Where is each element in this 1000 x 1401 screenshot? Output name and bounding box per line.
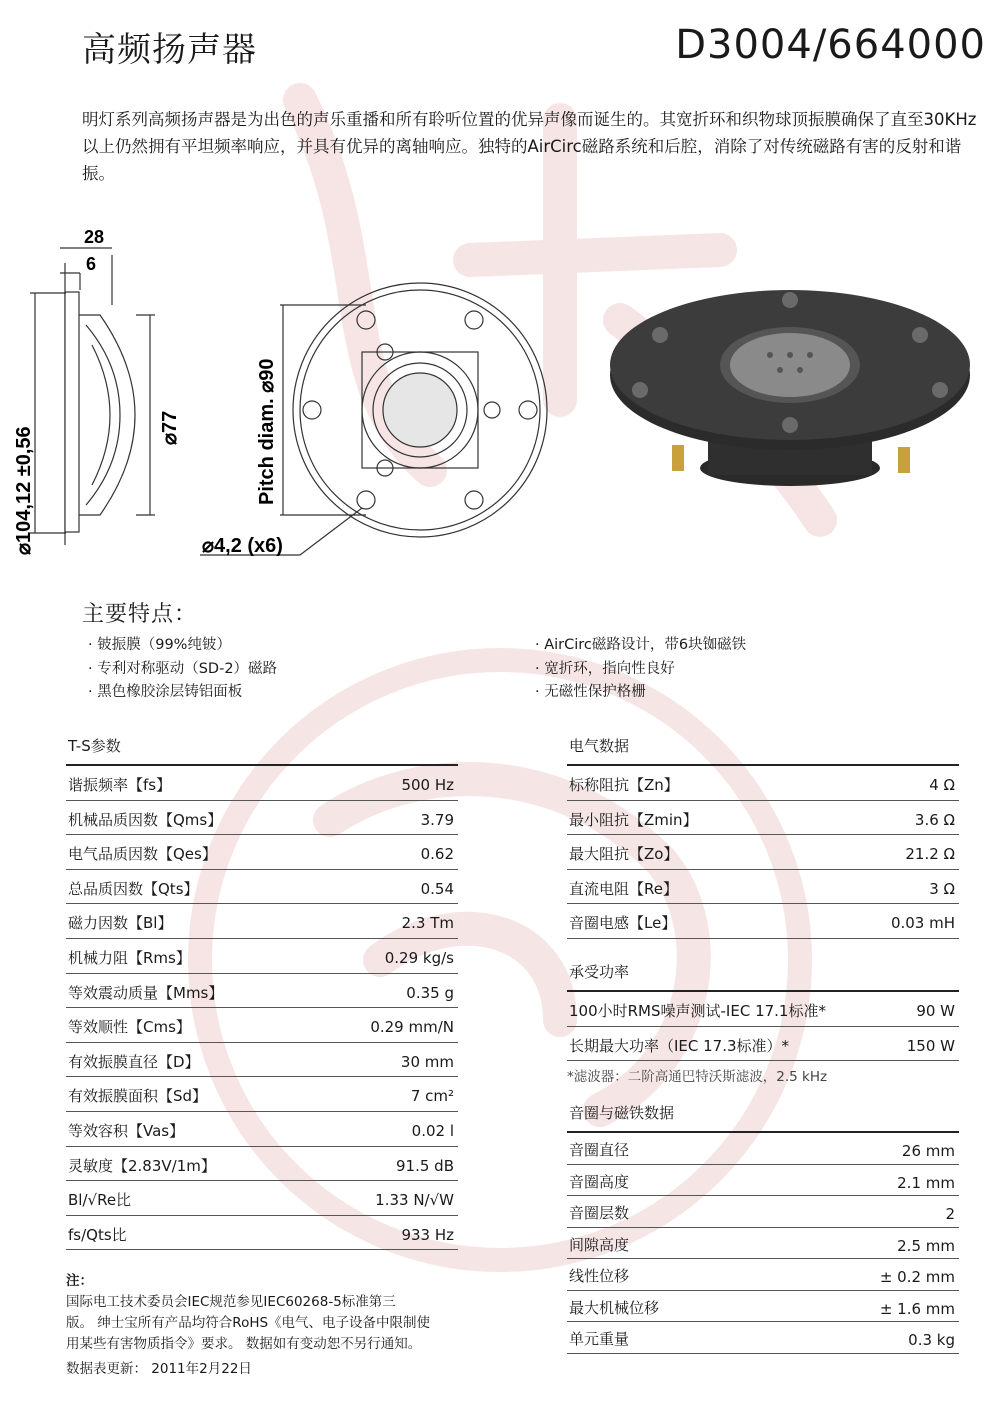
table-row bbox=[567, 904, 959, 939]
parameter-value: 0.62 bbox=[420, 845, 454, 864]
parameter-value: 0.29 kg/s bbox=[384, 948, 454, 967]
parameter-value: 150 W bbox=[906, 1036, 955, 1055]
parameter-value: 91.5 dB bbox=[396, 1156, 454, 1175]
ts-parameters-table bbox=[66, 732, 458, 1250]
table-row bbox=[66, 1043, 458, 1078]
dim-mounting-holes: ⌀4,2 (x6) bbox=[202, 535, 283, 557]
notes-line: 用某些有害物质指令》要求。 数据如有变动恕不另行通知。 bbox=[66, 1336, 422, 1352]
table-row bbox=[66, 1216, 458, 1251]
features-title: 主要特点： bbox=[82, 602, 198, 627]
parameter-name: 音圈电感【Le】 bbox=[569, 914, 677, 933]
table-row bbox=[567, 835, 959, 870]
model-number: D3004/664000 bbox=[675, 22, 986, 68]
table-row bbox=[567, 1322, 959, 1354]
front-view-drawing bbox=[200, 283, 547, 555]
datasheet-updated: 数据表更新： 2011年2月22日 bbox=[66, 1361, 252, 1377]
parameter-name: 音圈层数 bbox=[569, 1204, 630, 1222]
parameter-value: 4 Ω bbox=[929, 776, 955, 794]
parameter-name: 机械力阻【Rms】 bbox=[68, 948, 191, 967]
table-row bbox=[66, 974, 458, 1009]
parameter-name: 间隙高度 bbox=[569, 1235, 630, 1254]
feature-item: · AirCirc磁路设计，带6块铷磁铁 bbox=[535, 634, 746, 658]
table-row bbox=[66, 904, 458, 939]
parameter-name: 有效振膜直径【D】 bbox=[68, 1052, 200, 1071]
parameter-value: 21.2 Ω bbox=[905, 845, 955, 864]
product-photo bbox=[610, 290, 970, 486]
dim-pitch-diameter: Pitch diam. ⌀90 bbox=[256, 358, 278, 505]
table-row bbox=[66, 1147, 458, 1182]
parameter-name: 等效顺性【Cms】 bbox=[68, 1018, 191, 1037]
parameter-value: 90 W bbox=[916, 1002, 955, 1020]
feature-item: · 黑色橡胶涂层铸铝面板 bbox=[88, 681, 277, 705]
parameter-value: 0.03 mH bbox=[890, 914, 955, 933]
power-footnote: *滤波器：二阶高通巴特沃斯滤波，2.5 kHz bbox=[567, 1069, 828, 1086]
parameter-name: 直流电阻【Re】 bbox=[569, 879, 678, 898]
parameter-value: 1.33 N/√W bbox=[375, 1191, 454, 1210]
parameter-value: 2.5 mm bbox=[897, 1236, 955, 1255]
parameter-name: 磁力因数【Bl】 bbox=[68, 914, 173, 933]
table-row bbox=[567, 1027, 959, 1062]
parameter-name: 单元重量 bbox=[569, 1330, 630, 1348]
dim-6: 6 bbox=[86, 254, 97, 274]
table-row bbox=[567, 1165, 959, 1197]
parameter-value: 3.6 Ω bbox=[914, 810, 955, 829]
dim-77: ⌀77 bbox=[159, 410, 181, 445]
table-row bbox=[66, 801, 458, 836]
parameter-name: 标称阻抗【Zn】 bbox=[569, 776, 679, 794]
parameter-value: 0.54 bbox=[420, 879, 454, 898]
dim-28: 28 bbox=[84, 227, 105, 247]
notes-line: 版。 绅士宝所有产品均符合RoHS《电气、电子设备中限制使 bbox=[66, 1315, 431, 1331]
parameter-value: 500 Hz bbox=[401, 776, 454, 794]
coil-magnet-table bbox=[567, 1099, 959, 1354]
parameter-value: 0.29 mm/N bbox=[370, 1018, 454, 1037]
parameter-name: 最小阻抗【Zmin】 bbox=[569, 810, 698, 829]
notes-title: 注： bbox=[66, 1273, 93, 1289]
parameter-value: 3 Ω bbox=[929, 879, 955, 898]
feature-item: · 铍振膜（99%纯铍） bbox=[88, 634, 277, 658]
table-row bbox=[567, 1196, 959, 1228]
parameter-value: ± 0.2 mm bbox=[879, 1268, 955, 1286]
parameter-name: 最大阻抗【Zo】 bbox=[569, 845, 679, 864]
electrical-data-table bbox=[567, 732, 959, 939]
table-header: 电气数据 bbox=[567, 732, 959, 766]
parameter-name: 等效容积【Vas】 bbox=[68, 1121, 185, 1140]
table-row bbox=[66, 835, 458, 870]
parameter-value: 0.35 g bbox=[406, 983, 454, 1002]
parameter-name: Bl/√Re比 bbox=[68, 1191, 132, 1210]
parameter-name: 最大机械位移 bbox=[569, 1298, 660, 1317]
parameter-value: 7 cm² bbox=[410, 1087, 454, 1106]
table-header: 音圈与磁铁数据 bbox=[567, 1099, 959, 1133]
table-row bbox=[66, 1008, 458, 1043]
parameter-name: fs/Qts比 bbox=[68, 1225, 127, 1244]
notes-section bbox=[66, 1271, 466, 1380]
table-row bbox=[66, 766, 458, 801]
parameter-name: 线性位移 bbox=[569, 1267, 630, 1285]
parameter-name: 长期最大功率（IEC 17.3标准）* bbox=[569, 1036, 790, 1055]
table-row bbox=[567, 1228, 959, 1260]
table-row bbox=[66, 939, 458, 974]
table-row bbox=[567, 1291, 959, 1323]
parameter-value: 2 bbox=[945, 1205, 955, 1223]
table-row bbox=[567, 870, 959, 905]
parameter-value: 0.02 l bbox=[411, 1121, 454, 1140]
power-handling-table bbox=[567, 958, 959, 1088]
parameter-value: 2.3 Tm bbox=[401, 914, 454, 933]
page-title: 高频扬声器 bbox=[82, 30, 257, 70]
feature-item: · 宽折环，指向性良好 bbox=[535, 658, 746, 682]
intro-paragraph: 明灯系列高频扬声器是为出色的声乐重播和所有聆听位置的优异声像而诞生的。其宽折环和织物球顶振膜确保了直至30KHz以上仍然拥有平坦频率响应，并具有优异的离轴响应。独特的AirCirc磁路系统和后腔，消除了对传统磁路有害的反射和谐振。 bbox=[82, 110, 977, 183]
table-row bbox=[567, 992, 959, 1027]
parameter-name: 音圈高度 bbox=[569, 1172, 630, 1191]
features-left-list bbox=[88, 634, 277, 705]
table-header: 承受功率 bbox=[567, 958, 959, 992]
features-right-list bbox=[535, 634, 746, 705]
table-row bbox=[66, 1181, 458, 1216]
table-row bbox=[66, 1112, 458, 1147]
parameter-name: 谐振频率【fs】 bbox=[68, 776, 172, 794]
dim-outer-diameter: ⌀104,12 ±0,56 bbox=[13, 426, 35, 555]
parameter-value: 2.1 mm bbox=[897, 1173, 955, 1192]
parameter-value: 30 mm bbox=[400, 1052, 454, 1071]
parameter-value: 26 mm bbox=[901, 1142, 955, 1160]
table-header: T-S参数 bbox=[66, 732, 458, 766]
parameter-name: 机械品质因数【Qms】 bbox=[68, 810, 223, 829]
table-row bbox=[66, 870, 458, 905]
side-view-drawing bbox=[30, 248, 155, 545]
parameter-name: 总品质因数【Qts】 bbox=[68, 879, 199, 898]
table-row bbox=[567, 1259, 959, 1291]
parameter-value: ± 1.6 mm bbox=[879, 1299, 955, 1318]
feature-item: · 无磁性保护格栅 bbox=[535, 681, 746, 705]
parameter-value: 0.3 kg bbox=[908, 1331, 955, 1349]
feature-item: · 专利对称驱动（SD-2）磁路 bbox=[88, 658, 277, 682]
parameter-name: 音圈直径 bbox=[569, 1141, 630, 1159]
parameter-value: 3.79 bbox=[420, 810, 454, 829]
table-row bbox=[567, 801, 959, 836]
parameter-name: 灵敏度【2.83V/1m】 bbox=[68, 1156, 216, 1175]
parameter-value: 933 Hz bbox=[401, 1225, 454, 1244]
parameter-name: 等效震动质量【Mms】 bbox=[68, 983, 224, 1002]
table-row bbox=[567, 766, 959, 801]
table-row bbox=[567, 1133, 959, 1165]
technical-drawing bbox=[0, 215, 1000, 575]
parameter-name: 电气品质因数【Qes】 bbox=[68, 845, 217, 864]
table-row bbox=[66, 1077, 458, 1112]
parameter-name: 有效振膜面积【Sd】 bbox=[68, 1087, 208, 1106]
parameter-name: 100小时RMS噪声测试-IEC 17.1标准* bbox=[569, 1002, 826, 1020]
notes-line: 国际电工技术委员会IEC规范参见IEC60268-5标准第三 bbox=[66, 1294, 396, 1310]
